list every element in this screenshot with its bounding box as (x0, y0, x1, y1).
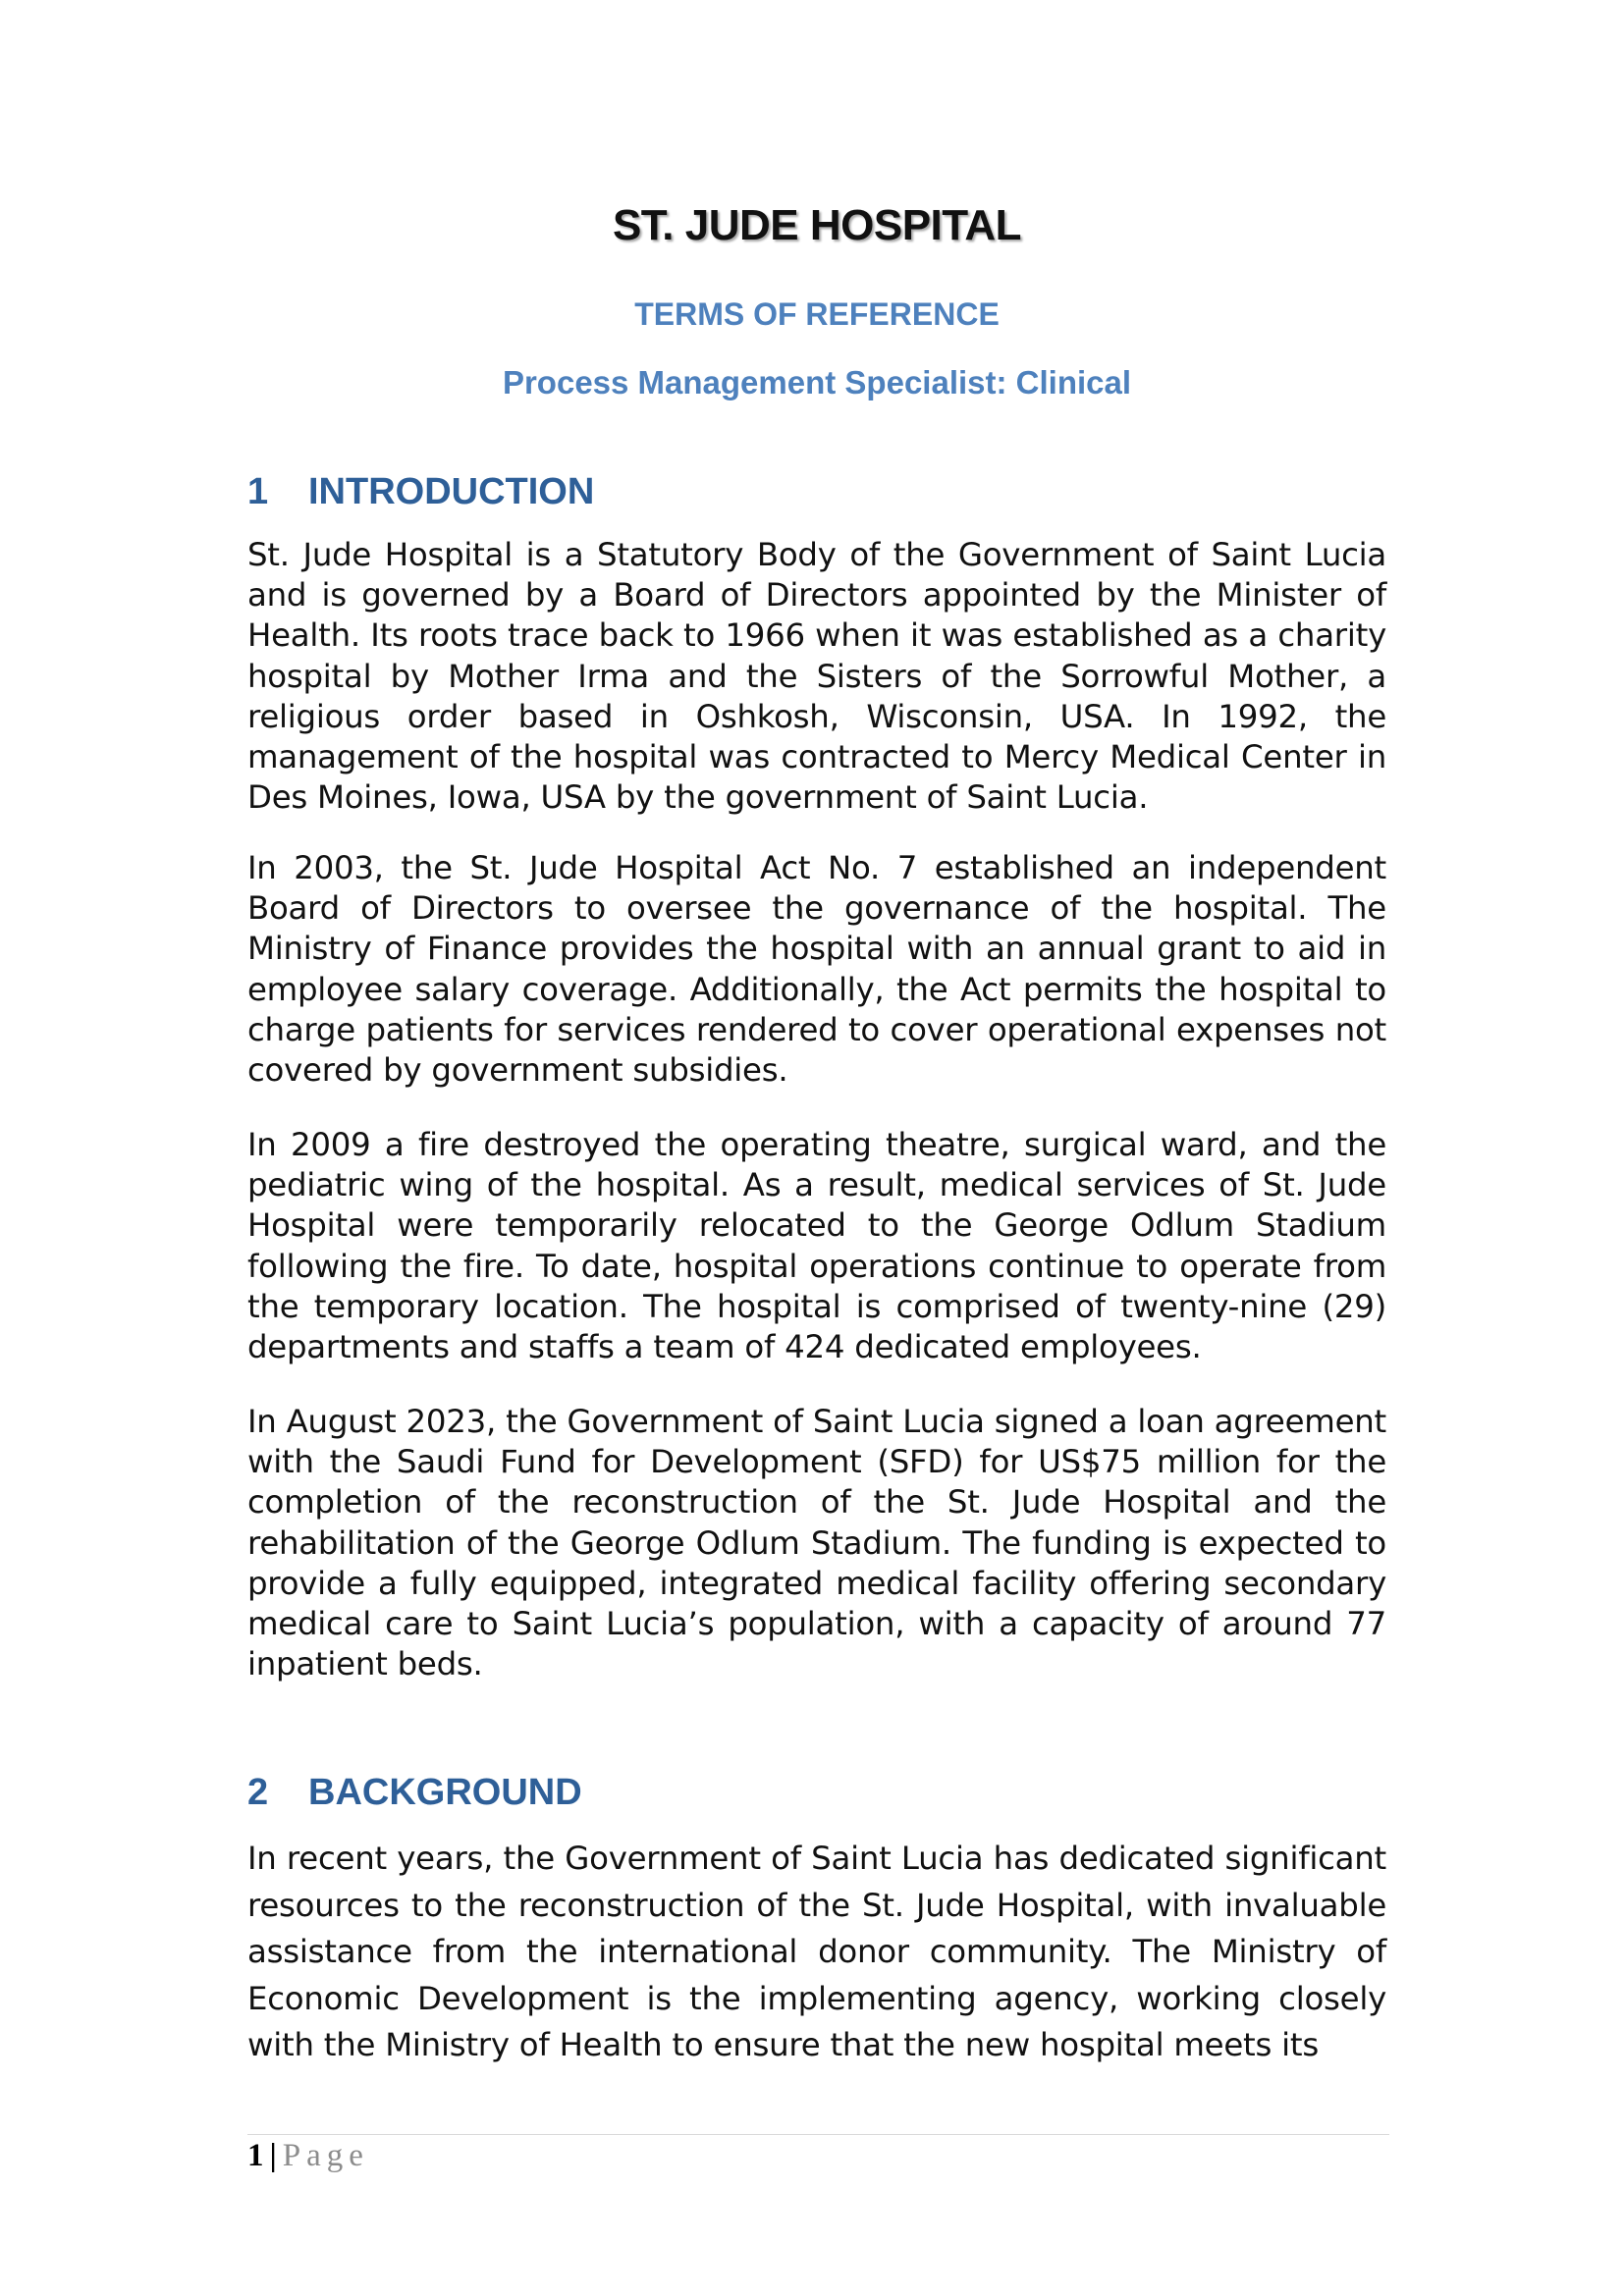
footer-divider (247, 2134, 1389, 2135)
section-heading-background (247, 1772, 582, 1814)
page-number: 1 (247, 2138, 264, 2173)
document-page (247, 0, 1386, 2296)
page-footer (247, 2138, 369, 2174)
section-heading-introduction (247, 471, 594, 513)
section-title: BACKGROUND (308, 1772, 582, 1813)
document-title: ST. JUDE HOSPITAL (612, 201, 1022, 249)
page-label: Page (282, 2138, 369, 2173)
footer-separator: | (269, 2138, 277, 2173)
section-title: INTRODUCTION (308, 471, 595, 512)
paragraph: In 2003, the St. Jude Hospital Act No. 7 established an independent Board of Directors to oversee the governance of the hospital. The Ministry of Finance provides the hospital with an annual grant to aid in employee salary coverage. Additionally, the Act permits the hospital to charge patients for services rendered to cover operational expenses not covered by government subsidies. (247, 849, 1386, 1090)
position-title: Process Management Specialist: Clinical (502, 364, 1132, 400)
section-number: 1 (247, 471, 269, 512)
paragraph: In 2009 a fire destroyed the operating theatre, surgical ward, and the pediatric wing of the hospital. As a result, medical services of St. Jude Hospital were temporarily relocated to the George Odlum Stadium following the fire. To date, hospital operations continue to operate from the temporary location. The hospital is comprised of twenty-nine (29) departments and staffs a team of 424 dedicated employees. (247, 1126, 1386, 1366)
section-number: 2 (247, 1772, 269, 1813)
paragraph: St. Jude Hospital is a Statutory Body of the Government of Saint Lucia and is governed by a Board of Directors appointed by the Minister of Health. Its roots trace back to 1966 when it was established as a charity hospital by Mother Irma and the Sisters of the Sorrowful Mother, a religious order based in Oshkosh, Wisconsin, USA. In 1992, the management of the hospital was contracted to Mercy Medical Center in Des Moines, Iowa, USA by the government of Saint Lucia. (247, 536, 1386, 817)
paragraph: In recent years, the Government of Saint Lucia has dedicated significant resources to the reconstruction of the St. Jude Hospital, with invaluable assistance from the international donor community. The Ministry of Economic Development is the implementing agency, working closely with the Ministry of Health to ensure that the new hospital meets its (247, 1840, 1386, 2063)
document-subtitle: TERMS OF REFERENCE (634, 296, 1000, 332)
paragraph: In August 2023, the Government of Saint Lucia signed a loan agreement with the Saudi Fund for Development (SFD) for US$75 million for the completion of the reconstruction of the St. Jude Hospital and the rehabilitation of the George Odlum Stadium. The funding is expected to provide a fully equipped, integrated medical facility offering secondary medical care to Saint Lucia’s population, with a capacity of around 77 inpatient beds. (247, 1403, 1386, 1683)
